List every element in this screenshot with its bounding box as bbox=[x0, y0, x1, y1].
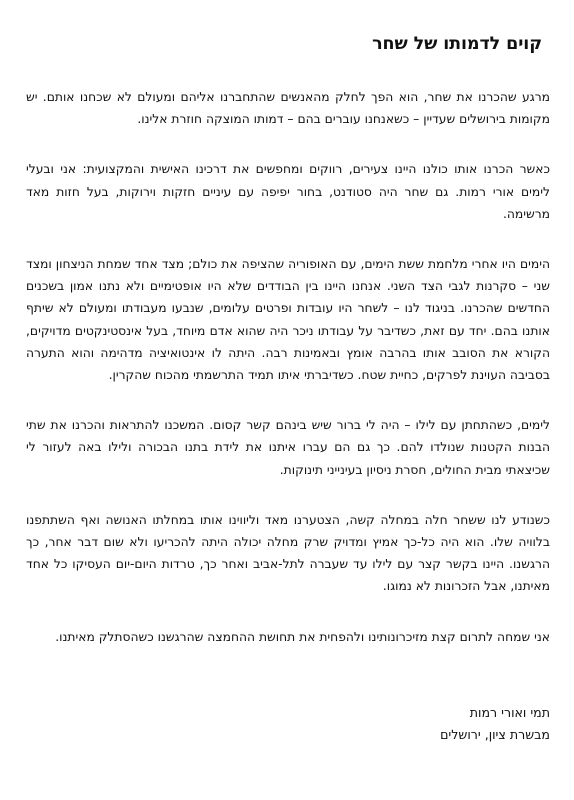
paragraph-2: כאשר הכרנו אותו כולנו היינו צעירים, רווקים ומחפשים את דרכינו האישית והמקצועית: אני ובעלי לימים אורי רמות. גם שחר היה סטודנט, בחור יפיפה עם עיניים חזקות וירוקות, בעל חזות מאד מרשימה. bbox=[26, 162, 550, 221]
signature-location: מבשרת ציון, ירושלים bbox=[440, 726, 550, 742]
letter-title: קוים לדמותו של שחר bbox=[372, 34, 542, 54]
letter-body bbox=[26, 86, 550, 648]
paragraph-4: לימים, כשהתחתן עם לילו – היה לי ברור שיש בינהם קשר קסום. המשכנו להתראות והכרנו את שתי הבנות הקטנות שנולדו להם. כך גם הם עברו איתנו את לידת בתנו הבכורה ולילו באה לעזור לי שכיצאתי מבית החולים, חסרת ניסיון בעינייני תינוקות. bbox=[26, 418, 550, 477]
paragraph-3: הימים היו אחרי מלחמת ששת הימים, עם האופוריה שהציפה את כולם; מצד אחד שמחת הניצחון ומצד שני – סקרנות לגבי הצד השני. אנחנו היינו בין הבודדים שלא היו אופטימיים ולא נתנו אמון בשכנים החדשים שהכרנו. בניגוד לנו – לשחר היו עובדות ופרטים עלומים, שנבעו מעבודתו ומעולם לא שיתף אותנו בהם. יחד עם זאת, כשדיבר על עבודתו ניכר היה שהוא אדם מיוחד, בעל אינסטינקטים מדויקים, הקורא את הסובב אותו בהרבה אומץ ובאמינות רבה. היתה לו אינטואיציה מדהימה והוא התערה בסביבה העוינת לפרקים, כחיית שטח. כשדיברתי איתו תמיד התרשמתי מהכוח שהקרין. bbox=[26, 257, 550, 383]
paragraph-1: מרגע שהכרנו את שחר, הוא הפך לחלק מהאנשים שהתחברנו אליהם ומעולם לא שכחנו אותם. יש מקומות בירושלים שעדיין – כשאנחנו עוברים בהם – דמותו המוצקה חוזרת אלינו. bbox=[26, 90, 550, 127]
signature-block bbox=[26, 702, 550, 746]
paragraph-5: כשנודע לנו ששחר חלה במחלה קשה, הצטערנו מאד וליווינו אותו במחלתו האנושה ואף השתתפנו בלוויה שלו. הוא היה כל-כך אמיץ ומדויק שרק מחלה יכולה היתה להכריעו ולא שום דבר אחר, כך הרגשנו. היינו בקשר קצר עם לילו עד שעברה לתל-אביב ואחר כך, טרדות היום-יום העסיקו כל אחד מאיתנו, אבל הזכרונות לא נמוגו. bbox=[26, 512, 550, 594]
paragraph-6: אני שמחה לתרום קצת מזיכרונותינו ולהפחית את תחושת ההחמצה שהרגשנו כשהסתלק מאיתנו. bbox=[55, 629, 550, 644]
signature-names: תמי ואורי רמות bbox=[469, 704, 550, 720]
